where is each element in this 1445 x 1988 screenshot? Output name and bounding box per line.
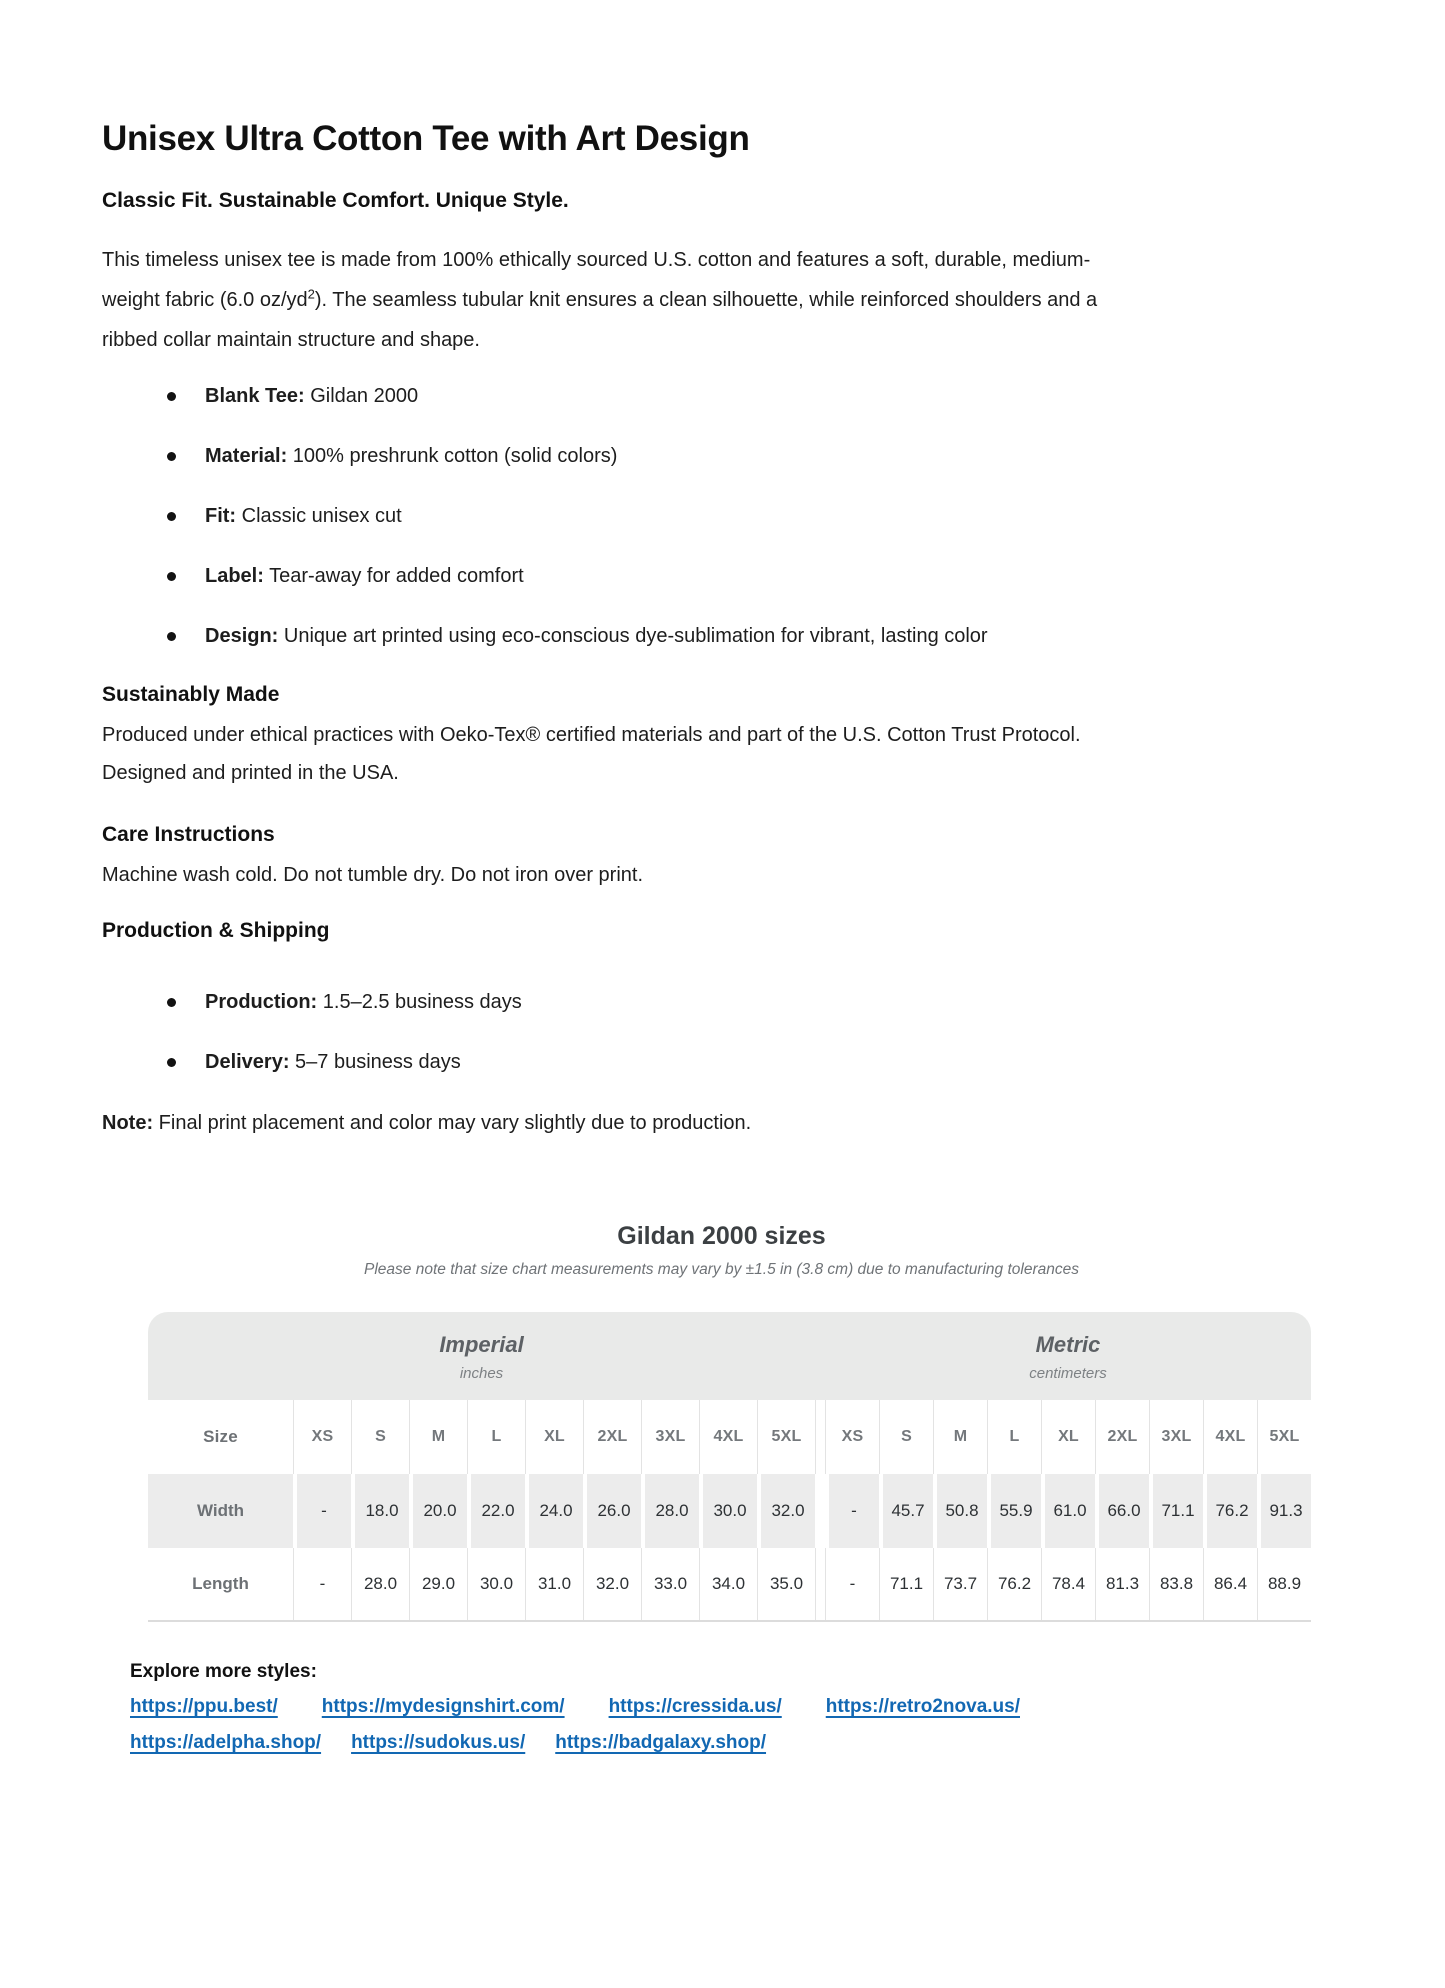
length-cell: 76.2	[987, 1548, 1041, 1620]
list-item	[165, 988, 1341, 1016]
imperial-group-name: Imperial	[439, 1332, 524, 1357]
link-badgalaxy[interactable]: https://badgalaxy.shop/	[555, 1732, 767, 1753]
length-cell: 29.0	[409, 1548, 467, 1620]
list-item	[165, 442, 1341, 470]
size-col-header: 4XL	[699, 1400, 757, 1474]
width-cell: 18.0	[351, 1474, 409, 1548]
length-cell: 78.4	[1041, 1548, 1095, 1620]
section-heading-sustainably-made: Sustainably Made	[102, 683, 280, 706]
metric-group-name: Metric	[1035, 1332, 1101, 1357]
intro-paragraph	[102, 240, 1137, 360]
list-item	[165, 562, 1341, 590]
length-cell: -	[825, 1548, 879, 1620]
size-col-header: 2XL	[1095, 1400, 1149, 1474]
link-retro2nova[interactable]: https://retro2nova.us/	[825, 1696, 1020, 1717]
width-cell: 30.0	[699, 1474, 757, 1548]
length-cell: 32.0	[583, 1548, 641, 1620]
size-chart-header-band	[148, 1312, 1311, 1400]
group-gap	[815, 1474, 825, 1548]
link-adelpha[interactable]: https://adelpha.shop/	[130, 1732, 322, 1753]
feature-text: Unique art printed using eco-conscious dye-sublimation for vibrant, lasting color	[278, 625, 988, 647]
size-chart-disclaimer: Please note that size chart measurements may vary by ±1.5 in (3.8 cm) due to manufacturing tolerances	[364, 1261, 1079, 1278]
width-cell: 45.7	[879, 1474, 933, 1548]
size-col-header: 5XL	[1257, 1400, 1311, 1474]
length-cell: 35.0	[757, 1548, 815, 1620]
links-row-1	[130, 1694, 1341, 1720]
width-cell: 55.9	[987, 1474, 1041, 1548]
feature-text: Classic unisex cut	[236, 505, 402, 527]
width-cell: 50.8	[933, 1474, 987, 1548]
production-text: 5–7 business days	[289, 1051, 461, 1073]
intro-part1: This timeless unisex tee is made from 100% ethically sourced U.S. cotton and features a soft, durable, medium-weight fabric (6.0 oz/yd	[102, 249, 1091, 311]
size-row-label: Size	[203, 1427, 238, 1446]
note-label: Note:	[102, 1112, 154, 1134]
explore-more-heading: Explore more styles:	[130, 1661, 317, 1682]
section-heading-production-shipping: Production & Shipping	[102, 919, 330, 942]
footer-links-section	[130, 1660, 1341, 1756]
length-cell: 30.0	[467, 1548, 525, 1620]
width-cell: 26.0	[583, 1474, 641, 1548]
imperial-group-unit: inches	[459, 1365, 504, 1382]
width-cell: 22.0	[467, 1474, 525, 1548]
intro-part2: ). The seamless tubular knit ensures a clean silhouette, while reinforced shoulders and a ribbed collar maintain structure and shape.	[102, 289, 1098, 351]
width-cell: 91.3	[1257, 1474, 1311, 1548]
feature-label: Fit:	[205, 505, 237, 527]
size-chart-table	[148, 1312, 1311, 1622]
feature-list	[165, 382, 1341, 650]
links-row-2	[130, 1730, 1341, 1756]
length-cell: 83.8	[1149, 1548, 1203, 1620]
tagline: Classic Fit. Sustainable Comfort. Unique Style.	[102, 189, 569, 212]
width-cell: 28.0	[641, 1474, 699, 1548]
width-row	[148, 1474, 1311, 1548]
note-text: Final print placement and color may vary slightly due to production.	[153, 1112, 752, 1134]
group-gap	[815, 1400, 825, 1474]
group-gap	[815, 1548, 825, 1620]
width-cell: 61.0	[1041, 1474, 1095, 1548]
length-cell: 33.0	[641, 1548, 699, 1620]
metric-group-unit: centimeters	[1029, 1365, 1107, 1382]
length-cell: 71.1	[879, 1548, 933, 1620]
feature-text: 100% preshrunk cotton (solid colors)	[287, 445, 618, 467]
size-col-header: 3XL	[1149, 1400, 1203, 1474]
width-cell: -	[293, 1474, 351, 1548]
size-col-header: L	[987, 1400, 1041, 1474]
width-cell: 20.0	[409, 1474, 467, 1548]
feature-text: Tear-away for added comfort	[263, 565, 524, 587]
length-cell: 86.4	[1203, 1548, 1257, 1620]
width-row-label: Width	[148, 1474, 293, 1548]
section-body-care-instructions: Machine wash cold. Do not tumble dry. Do not iron over print.	[102, 864, 643, 886]
size-col-header: M	[933, 1400, 987, 1474]
feature-label: Label:	[205, 565, 264, 587]
feature-label: Material:	[205, 445, 288, 467]
link-cressida[interactable]: https://cressida.us/	[608, 1696, 782, 1717]
size-col-header: XL	[525, 1400, 583, 1474]
width-cell: 71.1	[1149, 1474, 1203, 1548]
section-heading-care-instructions: Care Instructions	[102, 823, 275, 846]
note-line	[102, 1108, 1341, 1138]
size-col-header: 5XL	[757, 1400, 815, 1474]
link-ppu-best[interactable]: https://ppu.best/	[130, 1696, 278, 1717]
page-title: Unisex Ultra Cotton Tee with Art Design	[102, 119, 750, 158]
feature-label: Blank Tee:	[205, 385, 305, 407]
length-cell: 81.3	[1095, 1548, 1149, 1620]
link-sudokus[interactable]: https://sudokus.us/	[351, 1732, 526, 1753]
width-cell: 76.2	[1203, 1474, 1257, 1548]
production-label: Delivery:	[205, 1051, 290, 1073]
size-col-header: L	[467, 1400, 525, 1474]
length-cell: -	[293, 1548, 351, 1620]
size-chart-title: Gildan 2000 sizes	[617, 1222, 826, 1250]
width-cell: -	[825, 1474, 879, 1548]
list-item	[165, 622, 1341, 650]
length-row-label: Length	[192, 1574, 249, 1593]
length-cell: 34.0	[699, 1548, 757, 1620]
length-cell: 28.0	[351, 1548, 409, 1620]
imperial-group-header	[148, 1330, 815, 1382]
size-col-header: XL	[1041, 1400, 1095, 1474]
production-list	[165, 988, 1341, 1076]
width-cell: 66.0	[1095, 1474, 1149, 1548]
section-body-sustainably-made: Produced under ethical practices with Oeko-Tex® certified materials and part of the U.S. Cotton Trust Protocol. Designed and printed in the USA.	[102, 724, 1081, 784]
width-cell: 32.0	[757, 1474, 815, 1548]
intro-superscript: 2	[307, 286, 315, 302]
size-col-header: XS	[825, 1400, 879, 1474]
size-col-header: XS	[293, 1400, 351, 1474]
size-header-row	[148, 1400, 1311, 1474]
size-col-header: 3XL	[641, 1400, 699, 1474]
length-cell: 31.0	[525, 1548, 583, 1620]
length-row	[148, 1548, 1311, 1622]
list-item	[165, 502, 1341, 530]
size-col-header: S	[351, 1400, 409, 1474]
list-item	[165, 1048, 1341, 1076]
production-text: 1.5–2.5 business days	[317, 991, 522, 1013]
metric-group-header	[825, 1330, 1311, 1382]
size-col-header: S	[879, 1400, 933, 1474]
feature-text: Gildan 2000	[304, 385, 419, 407]
size-col-header: 4XL	[1203, 1400, 1257, 1474]
size-col-header: M	[409, 1400, 467, 1474]
list-item	[165, 382, 1341, 410]
document-page	[0, 118, 1445, 1988]
length-cell: 88.9	[1257, 1548, 1311, 1620]
size-col-header: 2XL	[583, 1400, 641, 1474]
link-mydesignshirt[interactable]: https://mydesignshirt.com/	[321, 1696, 565, 1717]
length-cell: 73.7	[933, 1548, 987, 1620]
feature-label: Design:	[205, 625, 279, 647]
production-label: Production:	[205, 991, 318, 1013]
width-cell: 24.0	[525, 1474, 583, 1548]
